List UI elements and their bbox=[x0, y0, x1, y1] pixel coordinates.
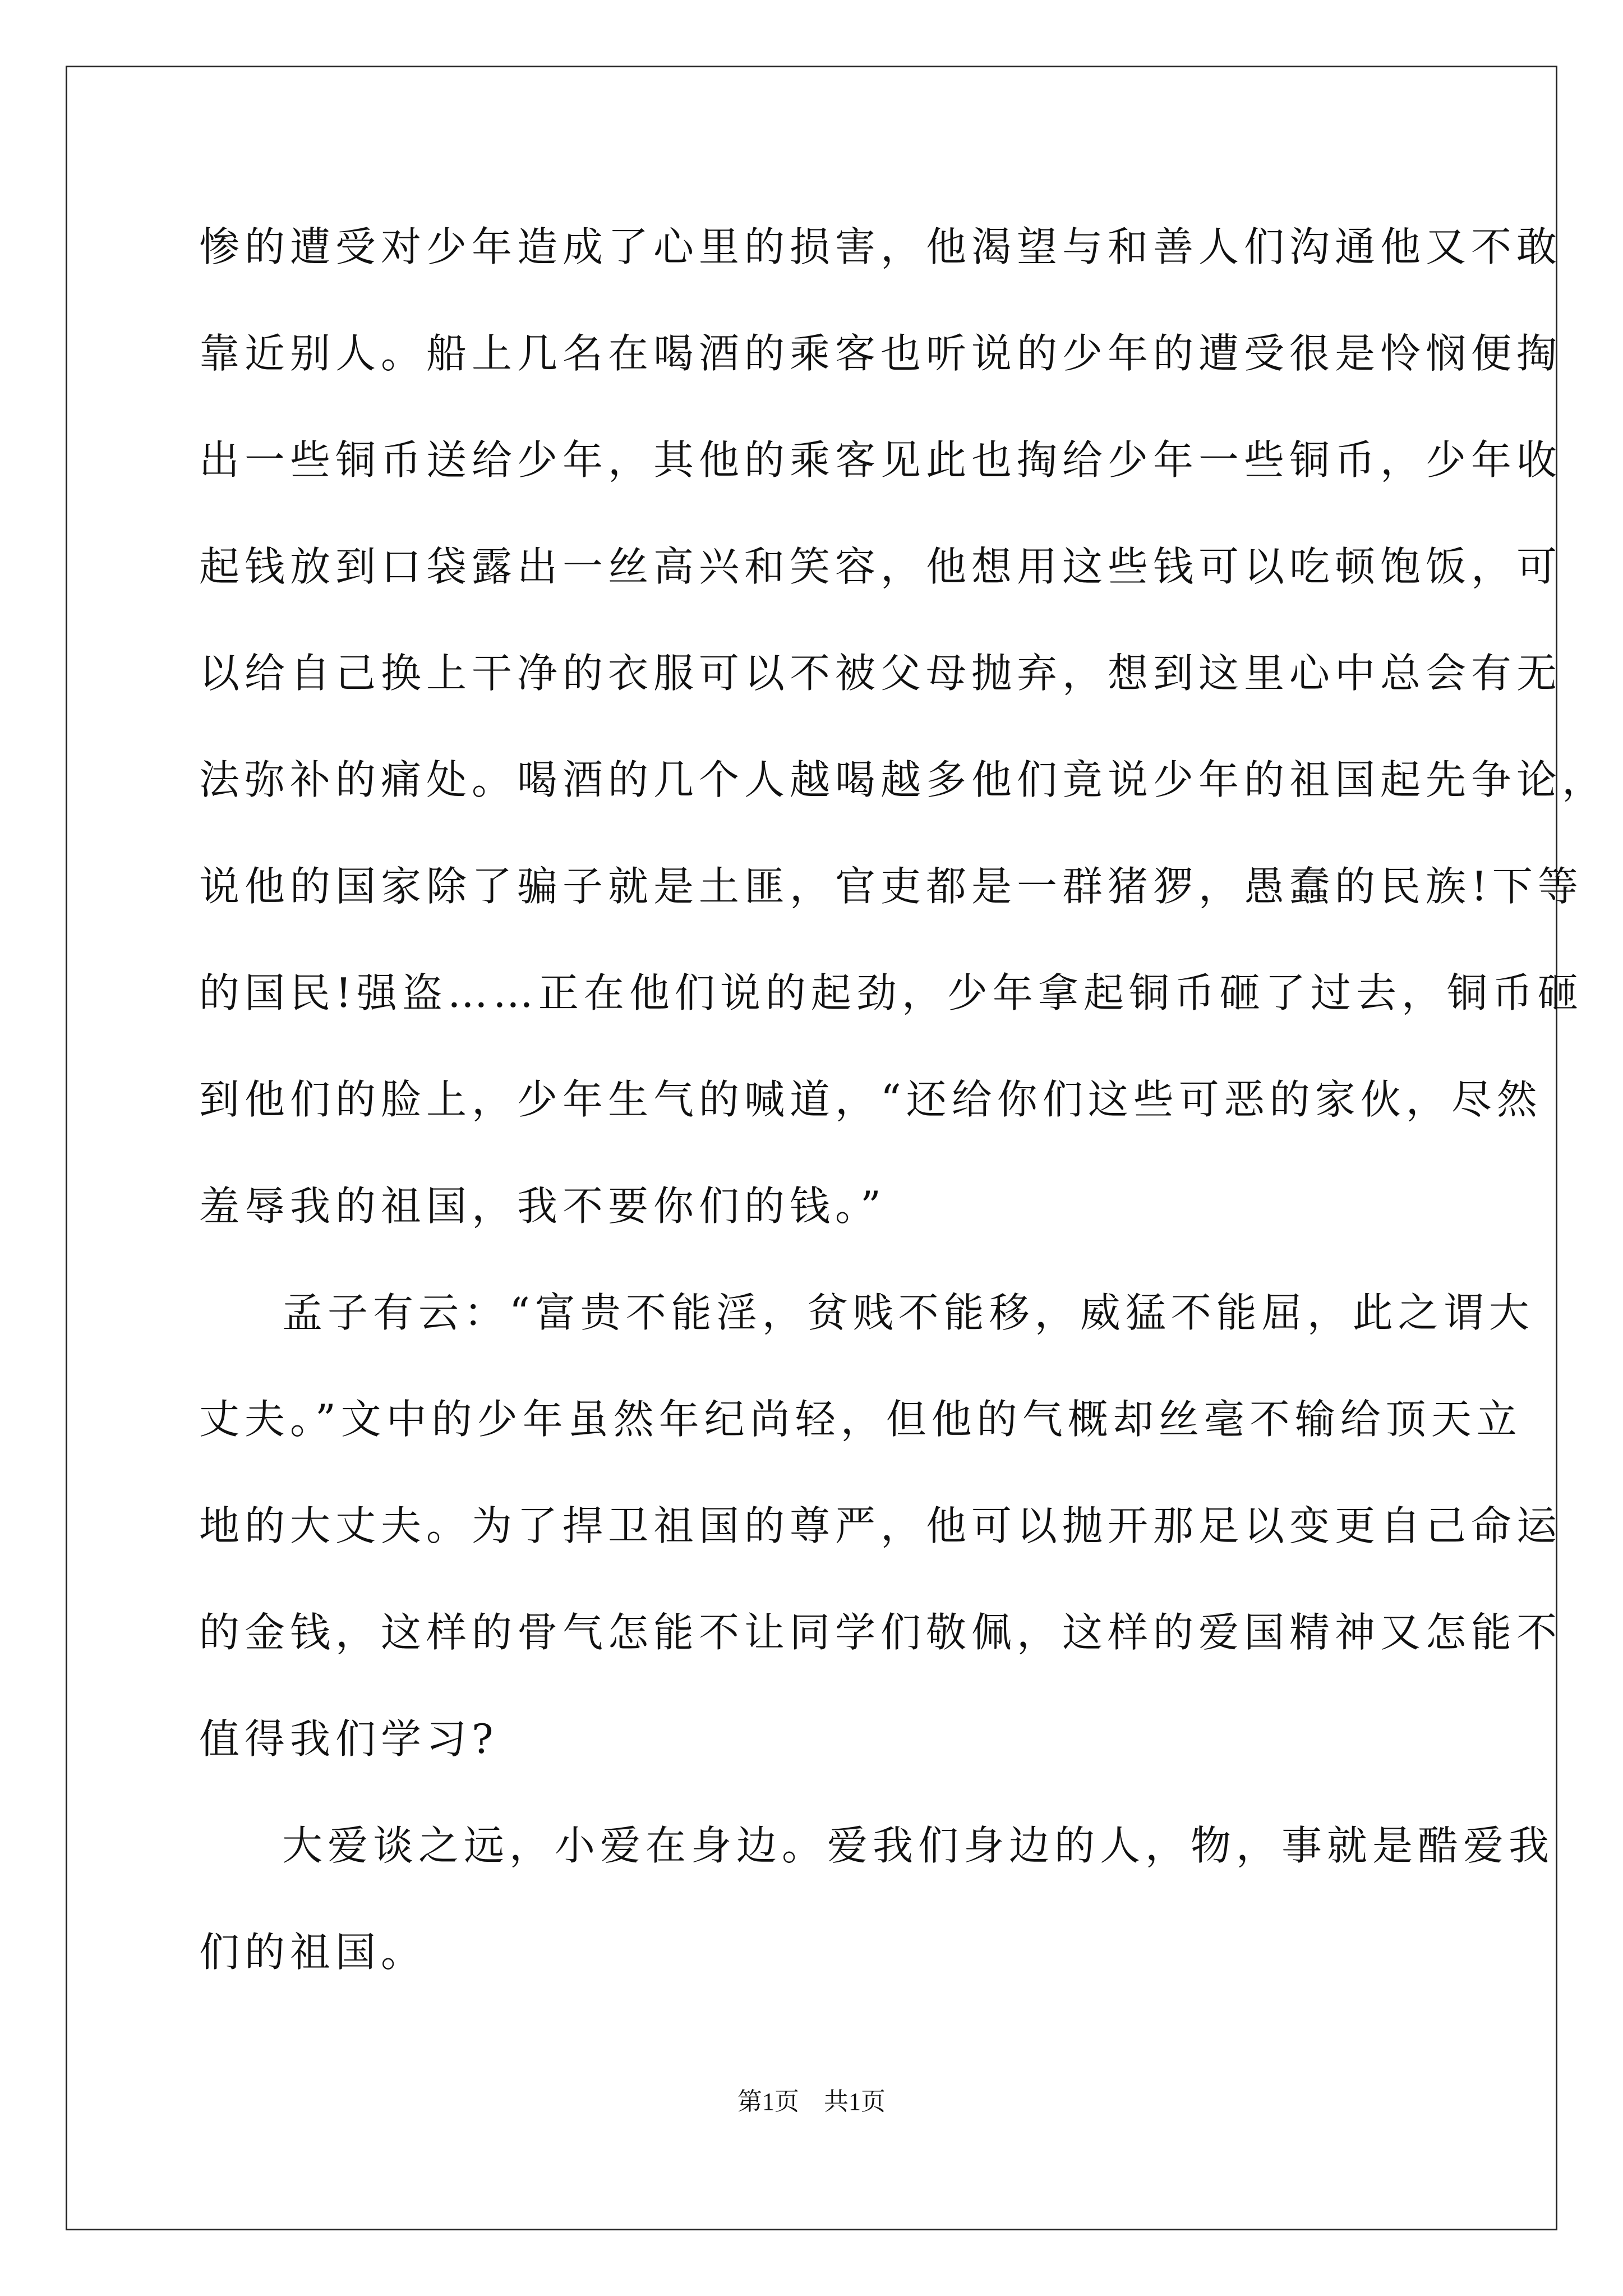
text-line: 们的祖国。 bbox=[199, 1929, 427, 1976]
text-line: 的金钱，这样的骨气怎能不让同学们敬佩，这样的爱国精神又怎能不 bbox=[199, 1609, 1562, 1656]
text-line: 羞辱我的祖国，我不要你们的钱。” bbox=[199, 1182, 886, 1230]
text-line: 以给自己换上干净的衣服可以不被父母抛弃，想到这里心中总会有无 bbox=[199, 650, 1562, 697]
page-total: 共1页 bbox=[824, 2088, 886, 2115]
text-line: 的国民!强盗……正在他们说的起劲，少年拿起铜币砸了过去，铜币砸 bbox=[199, 969, 1583, 1016]
text-line: 靠近别人。船上几名在喝酒的乘客也听说的少年的遭受很是怜悯便掏 bbox=[199, 330, 1562, 377]
page-border bbox=[66, 66, 1557, 2230]
text-line: 出一些铜币送给少年，其他的乘客见此也掏给少年一些铜币，少年收 bbox=[199, 436, 1562, 484]
text-line: 说他的国家除了骗子就是土匪，官吏都是一群猪猡，愚蠢的民族!下等 bbox=[199, 863, 1583, 910]
page-footer bbox=[0, 2081, 1623, 2117]
text-line: 值得我们学习? bbox=[199, 1715, 499, 1763]
text-line: 孟子有云：“富贵不能淫，贫贱不能移，威猛不能屈，此之谓大 bbox=[282, 1289, 1534, 1336]
page-number: 第1页 bbox=[737, 2088, 799, 2115]
text-line: 法弥补的痛处。喝酒的几个人越喝越多他们竟说少年的祖国起先争论， bbox=[199, 756, 1608, 803]
text-line: 大爱谈之远，小爱在身边。爱我们身边的人，物，事就是酷爱我 bbox=[282, 1822, 1555, 1869]
text-line: 到他们的脸上，少年生气的喊道，“还给你们这些可恶的家伙，尽然 bbox=[199, 1076, 1542, 1123]
text-line: 地的大丈夫。为了捍卫祖国的尊严，他可以抛开那足以变更自己命运 bbox=[199, 1502, 1562, 1549]
text-line: 起钱放到口袋露出一丝高兴和笑容，他想用这些钱可以吃顿饱饭，可 bbox=[199, 543, 1562, 590]
text-line: 惨的遭受对少年造成了心里的损害，他渴望与和善人们沟通他又不敢 bbox=[199, 223, 1562, 270]
text-line: 丈夫。”文中的少年虽然年纪尚轻，但他的气概却丝毫不输给顶天立 bbox=[199, 1396, 1522, 1443]
